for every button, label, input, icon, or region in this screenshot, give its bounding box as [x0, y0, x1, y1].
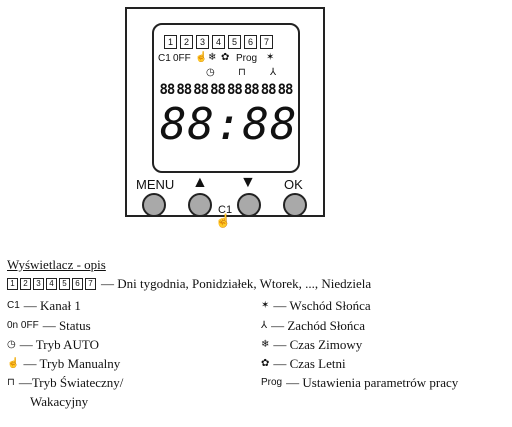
legend-days-text: — Dni tygodnia, Ponidziałek, Wtorek, ..., Niedziela [101, 276, 372, 291]
lcd-day-indicators [164, 35, 273, 49]
lcd-segment: 88 [243, 82, 259, 98]
legend-item [261, 337, 362, 352]
lcd-day-2: 2 [180, 35, 193, 49]
down-arrow-icon: ▼ [240, 174, 256, 191]
manual-hand-icon: ☝ [195, 52, 208, 63]
menu-button-label: MENU [136, 177, 175, 192]
legend-item [261, 375, 458, 390]
legend-text: — Status [42, 318, 91, 333]
lcd-segment-row [159, 82, 293, 98]
up-button[interactable] [188, 193, 212, 217]
lcd-clock: 88:88 [160, 99, 298, 150]
lcd-day-4: 4 [212, 35, 225, 49]
legend-text: —Tryb Świateczny/ [18, 375, 124, 390]
legend-day-1: 1 [7, 278, 18, 290]
legend-text: — Tryb Manualny [23, 356, 121, 371]
legend-day-5: 5 [59, 278, 70, 290]
lcd-segment: 88 [193, 82, 209, 98]
lcd-day-5: 5 [228, 35, 241, 49]
sunrise-icon: ✶ [266, 52, 275, 63]
down-button[interactable] [237, 193, 261, 217]
legend-item [261, 298, 371, 313]
lcd-status-label: 0FF [173, 53, 191, 64]
lcd-day-6: 6 [244, 35, 257, 49]
legend-text: — Wschód Słońca [273, 298, 371, 313]
legend-item [7, 337, 99, 352]
legend-item [7, 356, 120, 371]
sunset-icon: ⅄ [261, 320, 268, 331]
legend-day-2: 2 [20, 278, 31, 290]
manual-hand-icon: ☝ [7, 358, 20, 369]
legend-text: — Kanał 1 [23, 298, 81, 313]
legend-day-6: 6 [72, 278, 83, 290]
legend-day-7: 7 [85, 278, 96, 290]
legend-item [261, 318, 365, 333]
channel-icon: C1 [7, 300, 20, 311]
lcd-segment: 88 [260, 82, 276, 98]
up-arrow-icon: ▲ [192, 174, 208, 191]
suitcase-icon: ⊓ [238, 67, 246, 78]
lcd-segment: 88 [159, 82, 175, 98]
sun-icon: ✿ [261, 358, 270, 369]
lcd-segment: 88 [210, 82, 225, 98]
status-icon: 0n 0FF [7, 320, 39, 331]
suitcase-icon: ⊓ [7, 377, 15, 388]
lcd-channel-label: C1 [158, 53, 171, 64]
menu-button[interactable] [142, 193, 166, 217]
legend-text: Wakacyjny [30, 394, 89, 409]
prog-icon: Prog [261, 377, 283, 388]
legend-text: — Tryb AUTO [19, 337, 99, 352]
lcd-day-7: 7 [260, 35, 273, 49]
legend-item [7, 375, 123, 390]
c1-label: C1 [218, 204, 233, 216]
legend-text: — Czas Zimowy [273, 337, 363, 352]
sunset-icon: ⅄ [270, 67, 277, 78]
ok-button-label: OK [284, 177, 303, 192]
lcd-prog-label: Prog [236, 53, 258, 64]
legend-text: — Ustawienia parametrów pracy [286, 375, 459, 390]
sunrise-icon: ✶ [261, 300, 270, 311]
legend-text: — Zachód Słońca [271, 318, 365, 333]
legend-item [7, 318, 91, 333]
legend-text: — Czas Letni [273, 356, 346, 371]
legend-title: Wyświetlacz - opis [7, 257, 106, 272]
lcd-day-1: 1 [164, 35, 177, 49]
legend-day-4: 4 [46, 278, 57, 290]
legend-item-continued [30, 394, 88, 409]
snowflake-icon: ❄ [261, 339, 270, 350]
lcd-segment: 88 [176, 82, 192, 98]
sun-icon: ✿ [221, 52, 230, 63]
legend-days-row [7, 276, 371, 291]
clock-icon: ◷ [7, 339, 16, 350]
press-hand-icon: ☝ [215, 213, 232, 228]
lcd-segment: 88 [277, 82, 293, 98]
snowflake-icon: ❄ [208, 52, 217, 63]
lcd-day-3: 3 [196, 35, 209, 49]
legend-day-3: 3 [33, 278, 44, 290]
clock-icon: ◷ [206, 67, 215, 78]
ok-button[interactable] [283, 193, 307, 217]
lcd-segment: 88 [227, 82, 242, 98]
legend-item [7, 298, 81, 313]
legend-item [261, 356, 346, 371]
